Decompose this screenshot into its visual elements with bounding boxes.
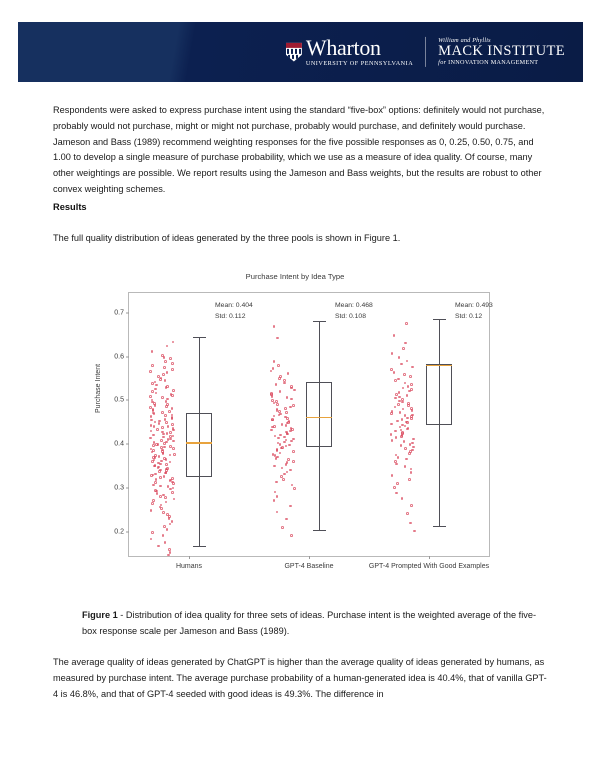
scatter-point	[278, 377, 281, 380]
scatter-point	[284, 407, 287, 410]
scatter-point	[409, 522, 412, 525]
scatter-point	[172, 389, 175, 392]
scatter-point	[280, 447, 283, 450]
scatter-point	[292, 460, 295, 463]
series-mean-label: Mean: 0.468	[335, 302, 373, 309]
scatter-point	[396, 482, 399, 485]
scatter-point	[164, 418, 167, 421]
x-axis-tick-mark	[429, 556, 430, 559]
scatter-point	[156, 428, 159, 431]
series-stats-annotation	[335, 301, 373, 322]
scatter-point	[393, 371, 396, 374]
scatter-point	[273, 499, 276, 502]
scatter-point	[172, 440, 175, 443]
scatter-point	[410, 417, 413, 420]
figure-caption	[82, 608, 550, 639]
scatter-point	[162, 373, 165, 376]
scatter-point	[150, 424, 153, 427]
scatter-point	[160, 460, 163, 463]
scatter-point	[286, 396, 289, 399]
scatter-point	[395, 436, 398, 439]
scatter-point	[407, 404, 410, 407]
scatter-point	[290, 440, 293, 443]
scatter-point	[410, 504, 413, 507]
scatter-point	[166, 371, 169, 374]
scatter-point	[273, 465, 276, 468]
boxplot-box	[426, 364, 452, 426]
boxplot-whisker-cap-top	[193, 337, 206, 338]
scatter-point	[286, 433, 289, 436]
scatter-point	[286, 471, 289, 474]
scatter-point	[277, 437, 280, 440]
scatter-point	[154, 473, 157, 476]
penn-shield-icon	[286, 42, 302, 61]
scatter-point	[399, 411, 402, 414]
scatter-point	[283, 382, 286, 385]
y-axis-tick-label: 0.5	[114, 396, 124, 404]
scatter-point	[395, 393, 398, 396]
scatter-point	[279, 452, 282, 455]
x-axis-tick-label: GPT-4 Prompted With Good Examples	[368, 563, 490, 570]
scatter-point	[400, 444, 403, 447]
scatter-point	[166, 528, 169, 531]
scatter-point	[289, 505, 292, 508]
scatter-point	[164, 496, 167, 499]
scatter-point	[149, 437, 152, 440]
scatter-point	[171, 394, 174, 397]
scatter-point	[153, 413, 156, 416]
series-std-label: Std: 0.108	[335, 312, 366, 320]
wharton-mack-logo	[286, 34, 565, 67]
scatter-point	[172, 341, 175, 344]
scatter-point	[161, 411, 164, 414]
scatter-point	[162, 452, 165, 455]
scatter-point	[400, 435, 403, 438]
logo-divider	[425, 37, 426, 67]
scatter-point	[276, 495, 279, 498]
scatter-point	[398, 396, 401, 399]
scatter-point	[282, 478, 285, 481]
scatter-point	[292, 404, 295, 407]
scatter-point	[154, 388, 157, 391]
scatter-point	[285, 463, 288, 466]
paragraph-methodology: Respondents were asked to express purchase intent using the standard “five-box” options: definitely would not purchase, probably would not purchase, might or might not purchase, probably would purchase, and definitely would purchase. Jameson and Bass (1989) recommend weighting responses for the five possible responses as 0, 0.25, 0.50, 0.75, and 1.00 to develop a single measure of purchase probability, which we use as a measure of idea quality. Of course, many other weightings are possible. We report results using the Jameson and Bass weights, but the results are robust to other convex weighting schemes.	[53, 105, 545, 194]
series-mean-label: Mean: 0.404	[215, 302, 253, 309]
scatter-point	[288, 444, 291, 447]
x-axis-tick-label: GPT-4 Baseline	[284, 563, 334, 570]
scatter-point	[158, 422, 161, 425]
scatter-point	[403, 373, 406, 376]
scatter-point	[153, 465, 156, 468]
scatter-point	[281, 467, 284, 470]
wharton-logo	[286, 34, 414, 67]
scatter-point	[150, 509, 153, 512]
scatter-point	[401, 401, 404, 404]
series-stats-annotation	[215, 301, 253, 322]
wharton-name: Wharton	[305, 34, 381, 60]
scatter-point	[402, 408, 405, 411]
scatter-point	[169, 523, 172, 526]
scatter-point	[163, 446, 166, 449]
paragraph-findings: The average quality of ideas generated by ChatGPT is higher than the average quality of ideas generated by humans, as measured by purchase intent. The average purchase probability of a human-generated idea is 40.4%, that of vanilla GPT-4 is 46.8%, and that of GPT-4 seeded with good ideas is 49.3%. The difference in	[53, 657, 547, 699]
scatter-point	[154, 421, 157, 424]
scatter-point	[271, 395, 274, 398]
scatter-point	[169, 461, 172, 464]
scatter-point	[394, 379, 397, 382]
scatter-point	[153, 425, 156, 428]
scatter-point	[161, 426, 164, 429]
scatter-point	[151, 364, 154, 367]
series-mean-label: Mean: 0.493	[455, 302, 493, 309]
series-std-label: Std: 0.112	[215, 312, 246, 320]
scatter-point	[279, 434, 282, 437]
scatter-point	[159, 378, 162, 381]
y-axis-tick-label: 0.3	[114, 484, 124, 492]
scatter-point	[289, 430, 292, 433]
y-axis-tick-label: 0.6	[114, 353, 124, 361]
figure-caption-text: - Distribution of idea quality for three sets of ideas. Purchase intent is the weighted average of the five-box response scale per Jameson and Bass (1989).	[82, 610, 537, 636]
scatter-point	[283, 473, 286, 476]
scatter-point	[159, 485, 162, 488]
mack-main-line: MACK INSTITUTE	[438, 43, 565, 60]
scatter-point	[275, 481, 278, 484]
scatter-point	[285, 424, 288, 427]
scatter-point	[164, 379, 167, 382]
figure-caption-label: Figure 1	[82, 610, 118, 620]
scatter-point	[277, 364, 280, 367]
scatter-point	[397, 403, 400, 406]
scatter-point	[408, 478, 411, 481]
scatter-point	[171, 368, 174, 371]
scatter-point	[168, 410, 171, 413]
scatter-point	[391, 474, 394, 477]
scatter-point	[410, 388, 413, 391]
scatter-point	[290, 398, 293, 401]
scatter-point	[405, 458, 408, 461]
scatter-point	[290, 534, 293, 537]
scatter-point	[406, 428, 409, 431]
scatter-point	[285, 518, 288, 521]
scatter-point	[285, 411, 288, 414]
scatter-point	[276, 337, 279, 340]
scatter-point	[403, 440, 406, 443]
scatter-point	[289, 469, 292, 472]
scatter-point	[150, 474, 153, 477]
scatter-point	[169, 357, 172, 360]
scatter-point	[413, 530, 416, 533]
scatter-point	[171, 362, 174, 365]
scatter-point	[168, 517, 171, 520]
scatter-point	[409, 443, 412, 446]
scatter-point	[291, 484, 294, 487]
scatter-point	[164, 360, 167, 363]
scatter-point	[172, 435, 175, 438]
scatter-point	[412, 438, 415, 441]
wharton-subtitle: UNIVERSITY OF PENNSYLVANIA	[305, 59, 414, 67]
section-heading-results: Results	[53, 202, 87, 212]
scatter-point	[391, 439, 394, 442]
figure-1	[90, 272, 500, 572]
scatter-point	[402, 387, 405, 390]
boxplot-whisker-cap-bottom	[193, 546, 206, 547]
scatter-point	[164, 541, 167, 544]
scatter-point	[391, 352, 394, 355]
scatter-point	[390, 412, 393, 415]
scatter-point	[152, 434, 155, 437]
scatter-point	[150, 419, 153, 422]
scatter-point	[271, 419, 274, 422]
scatter-point	[151, 460, 154, 463]
scatter-point	[158, 455, 161, 458]
scatter-point	[155, 478, 158, 481]
boxplot-whisker-cap-bottom	[313, 530, 326, 531]
chart-plot-area	[95, 292, 493, 570]
mack-bottom-rest: INNOVATION MANAGEMENT	[448, 58, 539, 66]
wharton-wordmark	[305, 34, 414, 67]
scatter-point	[279, 443, 282, 446]
paragraph-figure-intro: The full quality distribution of ideas generated by the three pools is shown in Figure 1.	[53, 233, 401, 243]
scatter-point	[272, 367, 275, 370]
y-axis-tick-label: 0.4	[114, 440, 124, 448]
scatter-point	[404, 447, 407, 450]
boxplot-whisker-cap-top	[433, 319, 446, 320]
series-std-label: Std: 0.12	[455, 312, 483, 320]
scatter-point	[398, 391, 401, 394]
y-axis-tick-label: 0.2	[114, 528, 124, 536]
scatter-point	[151, 502, 154, 505]
scatter-point	[173, 453, 176, 456]
scatter-point	[276, 511, 279, 514]
mack-bottom-italic: for	[438, 58, 447, 66]
scatter-point	[397, 378, 400, 381]
scatter-point	[171, 423, 174, 426]
x-axis-tick-mark	[189, 556, 190, 559]
scatter-point	[393, 486, 396, 489]
scatter-point	[151, 390, 154, 393]
boxplot-box	[306, 382, 332, 447]
scatter-point	[171, 407, 174, 410]
scatter-point	[404, 465, 407, 468]
scatter-point	[158, 470, 161, 473]
x-axis-tick-mark	[309, 556, 310, 559]
scatter-point	[154, 404, 157, 407]
scatter-point	[169, 454, 172, 457]
scatter-point	[293, 487, 296, 490]
scatter-point	[395, 492, 398, 495]
chart-title: Purchase Intent by Idea Type	[245, 272, 345, 281]
scatter-point	[159, 476, 162, 479]
scatter-point	[164, 414, 167, 417]
scatter-point	[398, 356, 401, 359]
scatter-point	[160, 439, 163, 442]
scatter-point	[150, 415, 153, 418]
scatter-point	[394, 397, 397, 400]
scatter-point	[162, 436, 165, 439]
scatter-point	[159, 495, 162, 498]
scatter-point	[270, 370, 273, 373]
scatter-point	[163, 366, 166, 369]
scatter-point	[172, 482, 175, 485]
scatter-point	[287, 372, 290, 375]
scatter-point	[151, 350, 154, 353]
scatter-point	[390, 433, 393, 436]
scatter-point	[171, 491, 174, 494]
y-axis-tick-mark	[126, 488, 129, 489]
scatter-point	[393, 334, 396, 337]
scatter-point	[293, 389, 296, 392]
boxplot-whisker-cap-bottom	[433, 526, 446, 527]
scatter-point	[152, 484, 155, 487]
y-axis-tick-mark	[126, 356, 129, 357]
scatter-point	[152, 444, 155, 447]
boxplot-box	[186, 413, 212, 477]
scatter-point	[408, 452, 411, 455]
scatter-point	[274, 435, 277, 438]
scatter-point	[407, 385, 410, 388]
mack-top-line: William and Phyllis	[438, 36, 491, 44]
y-axis-label: Purchase Intent	[95, 363, 102, 413]
scatter-point	[394, 406, 397, 409]
scatter-point	[276, 403, 279, 406]
scatter-point	[165, 463, 168, 466]
scatter-point	[281, 526, 284, 529]
scatter-point	[410, 383, 413, 386]
scatter-point	[411, 442, 414, 445]
scatter-point	[273, 325, 276, 328]
scatter-point	[169, 431, 172, 434]
scatter-point	[401, 497, 404, 500]
scatter-point	[157, 443, 160, 446]
mack-bottom-line	[438, 60, 565, 67]
page-header-band	[18, 22, 583, 82]
scatter-point	[171, 417, 174, 420]
scatter-point	[270, 429, 273, 432]
scatter-point	[275, 457, 278, 460]
scatter-point	[151, 382, 154, 385]
scatter-point	[150, 538, 153, 541]
scatter-point	[274, 491, 277, 494]
y-axis-tick-label: 0.7	[114, 309, 124, 317]
y-axis-tick-mark	[126, 531, 129, 532]
scatter-point	[401, 418, 404, 421]
scatter-point	[163, 475, 166, 478]
scatter-point	[162, 511, 165, 514]
scatter-point	[412, 446, 415, 449]
scatter-point	[172, 447, 175, 450]
scatter-point	[166, 432, 169, 435]
scatter-point	[292, 450, 295, 453]
scatter-point	[154, 381, 157, 384]
scatter-point	[275, 383, 278, 386]
scatter-point	[150, 430, 153, 433]
scatter-point	[155, 392, 158, 395]
scatter-point	[166, 345, 169, 348]
scatter-point	[165, 421, 168, 424]
scatter-point	[151, 531, 154, 534]
scatter-point	[278, 414, 281, 417]
scatter-point	[171, 520, 174, 523]
scatter-point	[398, 400, 401, 403]
boxplot-median-line	[426, 365, 452, 366]
scatter-point	[163, 442, 166, 445]
scatter-point	[411, 366, 414, 369]
scatter-point	[165, 501, 168, 504]
scatter-point	[395, 463, 398, 466]
scatter-point	[400, 363, 403, 366]
y-axis-tick-mark	[126, 400, 129, 401]
scatter-point	[406, 360, 409, 363]
scatter-point	[281, 423, 284, 426]
scatter-point	[165, 386, 168, 389]
boxplot-whisker-cap-top	[313, 321, 326, 322]
y-axis-tick-mark	[126, 312, 129, 313]
scatter-point	[163, 356, 166, 359]
scatter-point	[165, 458, 168, 461]
scatter-point	[169, 488, 172, 491]
scatter-point	[279, 390, 282, 393]
scatter-point	[156, 492, 159, 495]
x-axis-tick-label: Humans	[175, 563, 203, 570]
scatter-point	[408, 390, 411, 393]
scatter-point	[172, 429, 175, 432]
scatter-point	[406, 394, 409, 397]
scatter-point	[406, 417, 409, 420]
scatter-point	[169, 445, 172, 448]
scatter-point	[161, 396, 164, 399]
scatter-point	[396, 420, 399, 423]
y-axis-tick-mark	[126, 444, 129, 445]
scatter-point	[149, 395, 152, 398]
scatter-point	[406, 512, 409, 515]
scatter-point	[402, 347, 405, 350]
scatter-point	[160, 507, 163, 510]
scatter-point	[411, 409, 414, 412]
scatter-point	[409, 375, 412, 378]
boxplot-median-line	[186, 442, 212, 443]
scatter-point	[405, 322, 408, 325]
boxplot-median-line	[306, 417, 332, 418]
scatter-point	[406, 421, 409, 424]
scatter-point	[149, 370, 152, 373]
scatter-point	[397, 456, 400, 459]
scatter-point	[165, 405, 168, 408]
scatter-point	[404, 382, 407, 385]
scatter-point	[159, 463, 162, 466]
scatter-point	[151, 451, 154, 454]
scatter-point	[273, 415, 276, 418]
scatter-point	[167, 554, 170, 557]
scatter-point	[162, 534, 165, 537]
scatter-point	[155, 384, 158, 387]
scatter-point	[157, 545, 160, 548]
scatter-point	[410, 471, 413, 474]
series-stats-annotation	[455, 301, 493, 322]
scatter-point	[173, 498, 176, 501]
scatter-point	[276, 449, 279, 452]
scatter-point	[273, 360, 276, 363]
scatter-point	[283, 441, 286, 444]
scatter-point	[394, 430, 397, 433]
mack-institute-logo	[438, 37, 565, 66]
scatter-point	[289, 406, 292, 409]
scatter-point	[390, 423, 393, 426]
scatter-point	[164, 472, 167, 475]
scatter-point	[285, 445, 288, 448]
scatter-point	[404, 342, 407, 345]
scatter-point	[167, 425, 170, 428]
